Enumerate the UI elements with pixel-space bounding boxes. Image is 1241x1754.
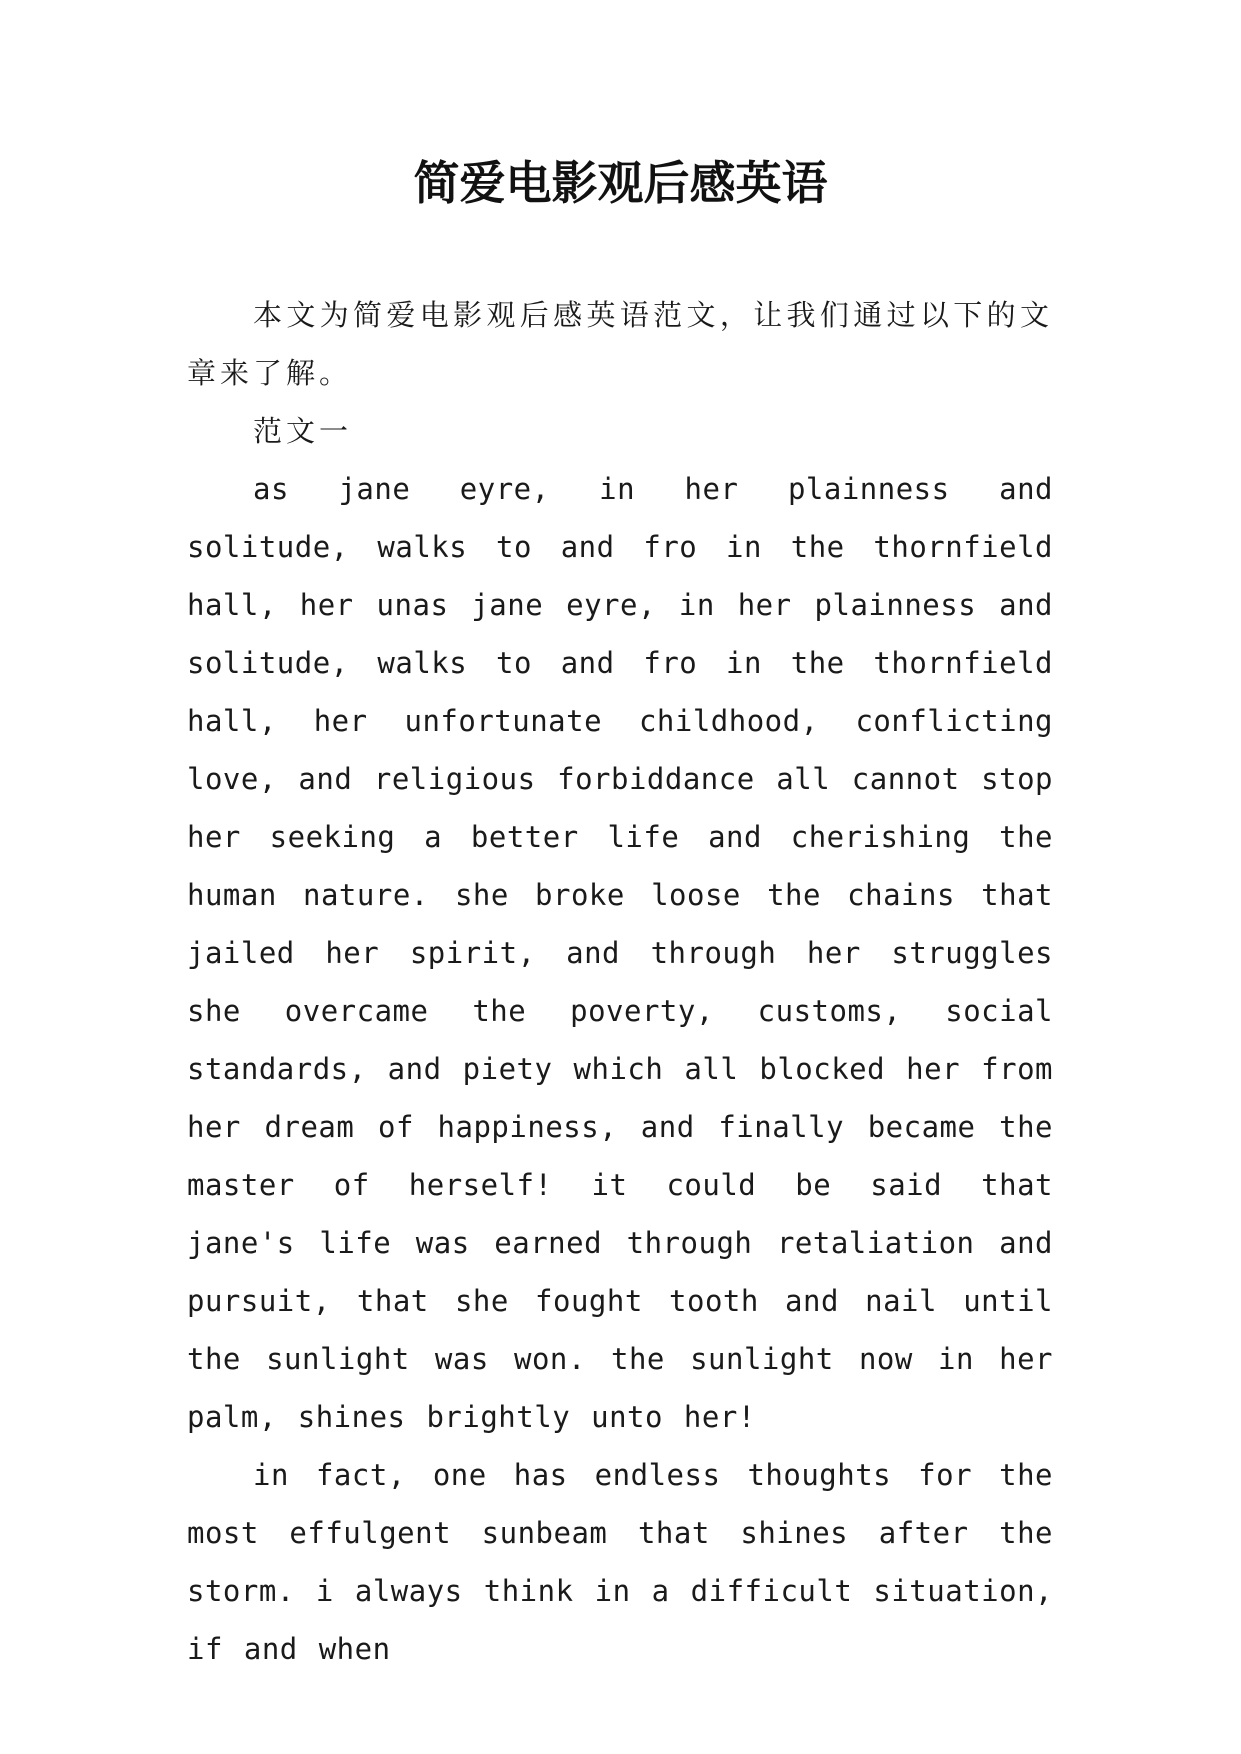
document-title: 简爱电影观后感英语 [413, 156, 828, 210]
section-heading: 范文一 [253, 414, 353, 448]
intro-paragraph: 本文为简爱电影观后感英语范文，让我们通过以下的文章来了解。 [187, 298, 1053, 390]
essay-paragraph-2: in fact, one has endless thoughts for the most effulgent sunbeam that shines after the storm. i always think in a difficult situation, if and when [187, 1458, 1053, 1666]
document-body [187, 286, 1053, 1678]
essay-paragraph-1: as jane eyre, in her plainness and solitude, walks to and fro in the thornfield hall, her unas jane eyre, in her plainness and solitude, walks to and fro in the thornfield hall, her unfortunate childhood, conflicting love, and religious forbiddance all cannot stop her seeking a better life and cherishing the human nature. she broke loose the chains that jailed her spirit, and through her struggles she overcame the poverty, customs, social standards, and piety which all blocked her from her dream of happiness, and finally became the master of herself! it could be said that jane's life was earned through retaliation and pursuit, that she fought tooth and nail until the sunlight was won. the sunlight now in her palm, shines brightly unto her! [187, 472, 1053, 1434]
